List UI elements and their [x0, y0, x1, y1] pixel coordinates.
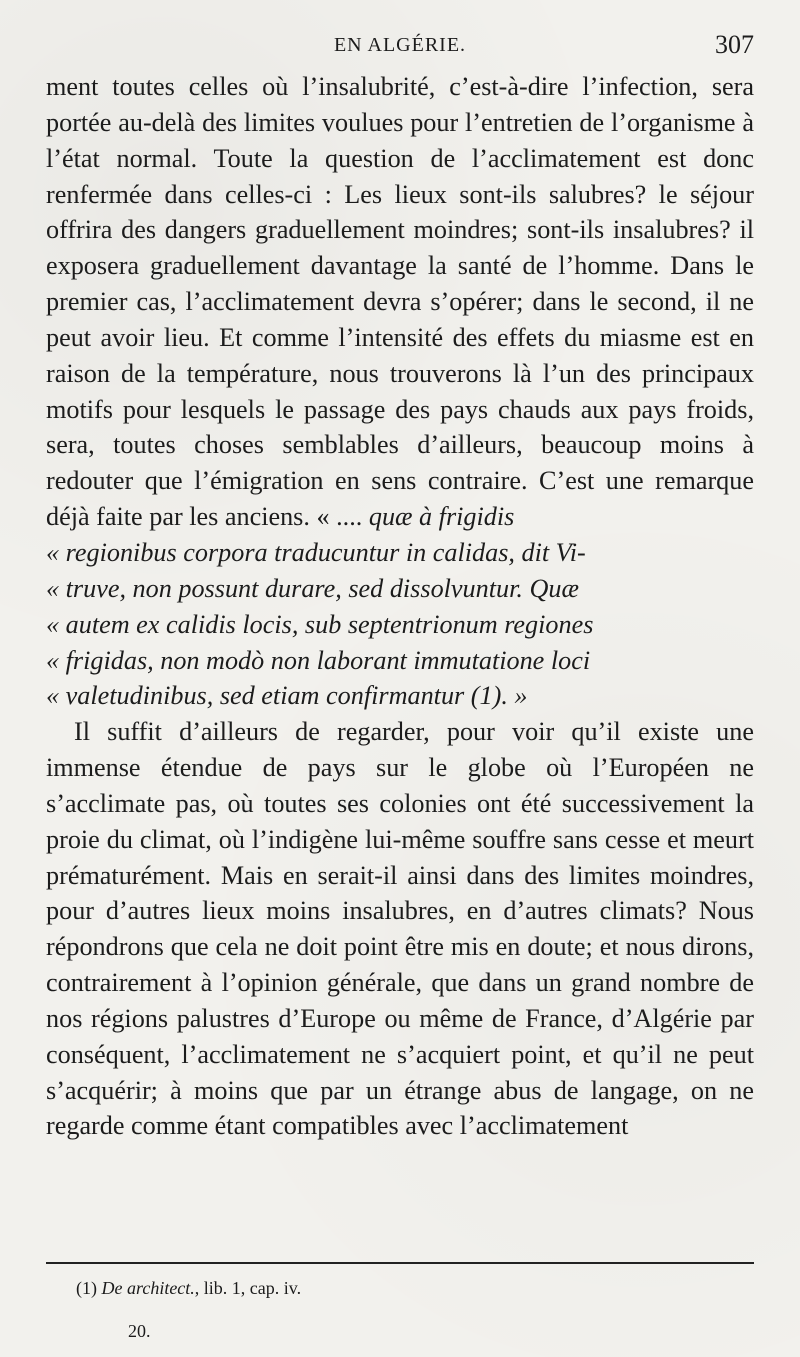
quote-line-4: « frigidas, non modò non laborant immutatione loci — [46, 645, 591, 675]
page-header — [46, 30, 754, 74]
quote-start: quæ à frigidis — [368, 502, 515, 532]
page-number: 307 — [715, 30, 754, 59]
running-title: EN ALGÉRIE. — [333, 34, 467, 56]
footnote-source: De architect. — [101, 1278, 195, 1298]
quote-line-5: « valetudinibus, sed etiam confirmantur (1). » — [46, 681, 528, 711]
quote-line-3: « autem ex calidis locis, sub septentrionum regiones — [46, 609, 594, 639]
footnote — [76, 1276, 754, 1300]
footnote-marker: (1) — [76, 1278, 97, 1298]
signature-mark: 20. — [128, 1321, 151, 1341]
quote-line-1: « regionibus corpora traducuntur in calidas, dit Vi- — [46, 537, 586, 567]
paragraph-1 — [46, 69, 754, 535]
paragraph-1-text: ment toutes celles où l’insalubrité, c’est-à-dire l’infection, sera portée au-delà des limites voulues pour l’entretien de l’organisme à l’état normal. Toute la question de l’acclimatement est donc renfermée dans celles-ci : Les lieux sont-ils salubres? le séjour offrira des dangers graduellement moindres; sont-ils insalubres? il exposera graduellement davantage la santé de l’homme. Dans le premier cas, l’acclimatement devra s’opérer; dans le second, il ne peut avoir lieu. Et comme l’intensité des effets du miasme est en raison de la température, nous trouverons là l’un des principaux motifs pour lesquels le passage des pays chauds aux pays froids, sera, toutes choses semblables d’ailleurs, beaucoup moins à redouter que l’émigration en sens contraire. C’est une remarque déjà faite par les anciens. « .... — [46, 72, 754, 532]
latin-quote — [46, 535, 754, 714]
quote-line-2: « truve, non possunt durare, sed dissolvuntur. Quæ — [46, 573, 579, 603]
footnote-reference: , lib. 1, cap. iv. — [194, 1278, 302, 1298]
paragraph-2: Il suffit d’ailleurs de regarder, pour voir qu’il existe une immense étendue de pays sur le globe où l’Européen ne s’acclimate pas, où toutes ses colonies ont été successivement la proie du climat, où l’indigène lui-même souffre sans cesse et meurt prématurément. Mais en serait-il ainsi dans des limites moindres, pour d’autres lieux moins insalubres, en d’autres climats? Nous répondrons que cela ne doit point être mis en doute; et nous dirons, contrairement à l’opinion générale, que dans un grand nombre de nos régions palustres d’Europe ou même de France, d’Algérie par conséquent, l’acclimatement ne s’acquiert point, et qu’il ne peut s’acquérir; à moins que par un étrange abus de langage, on ne regarde comme étant compatibles avec l’acclimatement — [46, 717, 754, 1141]
main-text — [46, 69, 754, 1144]
footnote-rule — [46, 1262, 754, 1264]
